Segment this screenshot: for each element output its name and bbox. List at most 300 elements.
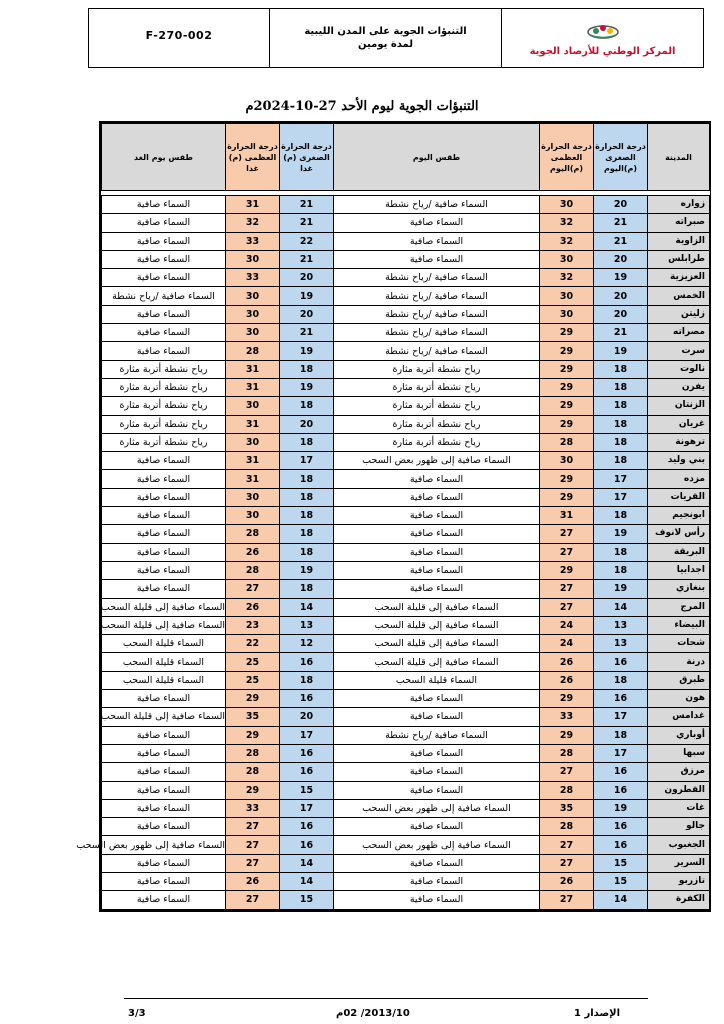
city-cell: سرت [648, 342, 710, 360]
min-temp-today-cell: 18 [594, 378, 648, 396]
weather-today-cell: السماء صافية إلى ظهور بعض السحب [334, 452, 540, 470]
doc-title-line2: لمدة يومين [358, 39, 413, 50]
weather-today-cell: السماء صافية [334, 708, 540, 726]
weather-today-cell: رياح نشطة أتربة مثارة [334, 360, 540, 378]
max-temp-tomorrow-cell: 29 [226, 781, 280, 799]
min-temp-today-cell: 18 [594, 452, 648, 470]
table-row [102, 763, 710, 781]
min-temp-today-cell: 20 [594, 250, 648, 268]
table-row [102, 818, 710, 836]
weather-tomorrow-cell: السماء صافية [102, 690, 226, 708]
max-temp-today-cell: 27 [540, 543, 594, 561]
weather-tomorrow-cell: السماء صافية [102, 799, 226, 817]
weather-today-cell: السماء صافية [334, 214, 540, 232]
city-cell: طرابلس [648, 250, 710, 268]
max-temp-today-cell: 24 [540, 635, 594, 653]
table-row [102, 781, 710, 799]
city-cell: طبرق [648, 671, 710, 689]
weather-today-cell: رياح نشطة أتربة مثارة [334, 397, 540, 415]
max-temp-tomorrow-cell: 33 [226, 232, 280, 250]
table-row [102, 653, 710, 671]
max-temp-tomorrow-cell: 27 [226, 836, 280, 854]
col-header-min-tomorrow: درجة الحرارة الصغرى (م) غدا [280, 124, 334, 191]
min-temp-tomorrow-cell: 17 [280, 452, 334, 470]
doc-title-line1: التنبؤات الجوية على المدن الليبية [304, 26, 467, 37]
max-temp-tomorrow-cell: 26 [226, 872, 280, 890]
max-temp-tomorrow-cell: 25 [226, 653, 280, 671]
weather-today-cell: السماء صافية /رياح نشطة [334, 342, 540, 360]
weather-tomorrow-cell: السماء صافية [102, 726, 226, 744]
max-temp-today-cell: 30 [540, 452, 594, 470]
weather-tomorrow-cell: السماء صافية [102, 488, 226, 506]
city-cell: البيضاء [648, 616, 710, 634]
city-cell: نالوت [648, 360, 710, 378]
min-temp-today-cell: 16 [594, 781, 648, 799]
weather-today-cell: السماء صافية [334, 470, 540, 488]
min-temp-today-cell: 16 [594, 836, 648, 854]
min-temp-tomorrow-cell: 18 [280, 525, 334, 543]
max-temp-tomorrow-cell: 28 [226, 561, 280, 579]
min-temp-today-cell: 17 [594, 470, 648, 488]
min-temp-tomorrow-cell: 16 [280, 818, 334, 836]
weather-tomorrow-cell: رياح نشطة أتربة مثارة [102, 433, 226, 451]
min-temp-today-cell: 19 [594, 525, 648, 543]
city-cell: الخمس [648, 287, 710, 305]
weather-today-cell: السماء صافية [334, 488, 540, 506]
city-cell: ابونجيم [648, 507, 710, 525]
max-temp-tomorrow-cell: 25 [226, 671, 280, 689]
max-temp-tomorrow-cell: 31 [226, 360, 280, 378]
max-temp-today-cell: 26 [540, 653, 594, 671]
footer-divider [124, 998, 648, 999]
weather-tomorrow-cell: السماء صافية إلى ظهور بعض السحب [102, 836, 226, 854]
col-header-city: المدينة [648, 124, 710, 191]
min-temp-today-cell: 18 [594, 433, 648, 451]
max-temp-tomorrow-cell: 30 [226, 507, 280, 525]
weather-today-cell: السماء صافية [334, 507, 540, 525]
weather-tomorrow-cell: السماء صافية [102, 232, 226, 250]
table-row [102, 324, 710, 342]
min-temp-today-cell: 19 [594, 269, 648, 287]
city-cell: القريات [648, 488, 710, 506]
weather-today-cell: السماء صافية [334, 781, 540, 799]
weather-tomorrow-cell: السماء صافية [102, 507, 226, 525]
max-temp-tomorrow-cell: 27 [226, 891, 280, 909]
weather-today-cell: السماء قليلة السحب [334, 671, 540, 689]
max-temp-tomorrow-cell: 30 [226, 305, 280, 323]
city-cell: رأس لانوف [648, 525, 710, 543]
min-temp-today-cell: 20 [594, 305, 648, 323]
max-temp-tomorrow-cell: 30 [226, 397, 280, 415]
max-temp-today-cell: 24 [540, 616, 594, 634]
city-cell: غريان [648, 415, 710, 433]
max-temp-tomorrow-cell: 31 [226, 415, 280, 433]
max-temp-today-cell: 29 [540, 342, 594, 360]
city-cell: بني وليد [648, 452, 710, 470]
min-temp-today-cell: 16 [594, 763, 648, 781]
weather-tomorrow-cell: السماء صافية إلى قليلة السحب [102, 598, 226, 616]
weather-today-cell: السماء صافية /رياح نشطة [334, 726, 540, 744]
max-temp-today-cell: 29 [540, 360, 594, 378]
city-cell: المرج [648, 598, 710, 616]
table-row [102, 799, 710, 817]
city-cell: مزده [648, 470, 710, 488]
weather-today-cell: السماء صافية [334, 854, 540, 872]
max-temp-today-cell: 29 [540, 378, 594, 396]
table-row [102, 543, 710, 561]
max-temp-tomorrow-cell: 31 [226, 470, 280, 488]
city-cell: غدامس [648, 708, 710, 726]
city-cell: زواره [648, 196, 710, 214]
weather-today-cell: السماء صافية إلى قليلة السحب [334, 616, 540, 634]
weather-today-cell: رياح نشطة أتربة مثارة [334, 378, 540, 396]
table-header-row [102, 124, 710, 191]
min-temp-tomorrow-cell: 20 [280, 415, 334, 433]
max-temp-tomorrow-cell: 30 [226, 250, 280, 268]
weather-tomorrow-cell: السماء صافية [102, 561, 226, 579]
max-temp-today-cell: 29 [540, 726, 594, 744]
min-temp-today-cell: 13 [594, 635, 648, 653]
forecast-table-body [76, 196, 710, 910]
max-temp-tomorrow-cell: 30 [226, 433, 280, 451]
table-row [102, 214, 710, 232]
max-temp-tomorrow-cell: 30 [226, 488, 280, 506]
table-row [102, 470, 710, 488]
min-temp-today-cell: 17 [594, 744, 648, 762]
min-temp-tomorrow-cell: 14 [280, 872, 334, 890]
form-code-cell [89, 9, 269, 67]
weather-tomorrow-cell: السماء قليلة السحب [102, 671, 226, 689]
org-logo-icon [585, 20, 621, 40]
table-row [102, 635, 710, 653]
weather-today-cell: السماء صافية إلى قليلة السحب [334, 635, 540, 653]
min-temp-today-cell: 18 [594, 360, 648, 378]
min-temp-today-cell: 15 [594, 872, 648, 890]
max-temp-today-cell: 29 [540, 415, 594, 433]
max-temp-tomorrow-cell: 26 [226, 543, 280, 561]
weather-tomorrow-cell: السماء صافية إلى قليلة السحب [102, 708, 226, 726]
min-temp-tomorrow-cell: 18 [280, 360, 334, 378]
weather-tomorrow-cell: السماء صافية [102, 269, 226, 287]
min-temp-today-cell: 17 [594, 488, 648, 506]
min-temp-tomorrow-cell: 19 [280, 287, 334, 305]
min-temp-tomorrow-cell: 19 [280, 378, 334, 396]
city-cell: درنة [648, 653, 710, 671]
max-temp-today-cell: 32 [540, 214, 594, 232]
max-temp-tomorrow-cell: 27 [226, 818, 280, 836]
max-temp-tomorrow-cell: 30 [226, 287, 280, 305]
min-temp-tomorrow-cell: 16 [280, 744, 334, 762]
weather-tomorrow-cell: السماء صافية [102, 580, 226, 598]
weather-today-cell: السماء صافية [334, 763, 540, 781]
min-temp-tomorrow-cell: 18 [280, 543, 334, 561]
max-temp-today-cell: 29 [540, 690, 594, 708]
min-temp-tomorrow-cell: 18 [280, 671, 334, 689]
max-temp-today-cell: 35 [540, 799, 594, 817]
weather-today-cell: السماء صافية /رياح نشطة [334, 324, 540, 342]
max-temp-today-cell: 32 [540, 232, 594, 250]
weather-tomorrow-cell: السماء صافية [102, 872, 226, 890]
table-row [102, 872, 710, 890]
min-temp-tomorrow-cell: 21 [280, 214, 334, 232]
min-temp-tomorrow-cell: 21 [280, 250, 334, 268]
max-temp-today-cell: 27 [540, 836, 594, 854]
city-cell: زليتن [648, 305, 710, 323]
table-row [102, 726, 710, 744]
min-temp-today-cell: 19 [594, 799, 648, 817]
city-cell: غات [648, 799, 710, 817]
weather-tomorrow-cell: السماء صافية [102, 891, 226, 909]
min-temp-tomorrow-cell: 18 [280, 488, 334, 506]
min-temp-today-cell: 16 [594, 653, 648, 671]
city-cell: الزاوية [648, 232, 710, 250]
table-row [102, 690, 710, 708]
max-temp-today-cell: 30 [540, 287, 594, 305]
weather-today-cell: السماء صافية [334, 250, 540, 268]
table-row [102, 507, 710, 525]
weather-today-cell: السماء صافية /رياح نشطة [334, 287, 540, 305]
min-temp-today-cell: 13 [594, 616, 648, 634]
col-header-max-today: درجة الحرارة العظمى (م)اليوم [540, 124, 594, 191]
table-row [102, 598, 710, 616]
weather-tomorrow-cell: السماء صافية [102, 763, 226, 781]
table-row [102, 415, 710, 433]
city-cell: سبها [648, 744, 710, 762]
min-temp-tomorrow-cell: 22 [280, 232, 334, 250]
min-temp-today-cell: 18 [594, 726, 648, 744]
table-row [102, 397, 710, 415]
weather-tomorrow-cell: رياح نشطة أتربة مثارة [102, 378, 226, 396]
max-temp-tomorrow-cell: 27 [226, 580, 280, 598]
table-row [102, 561, 710, 579]
weather-today-cell: السماء صافية [334, 580, 540, 598]
weather-today-cell: رياح نشطة أتربة مثارة [334, 433, 540, 451]
weather-today-cell: السماء صافية [334, 561, 540, 579]
max-temp-today-cell: 29 [540, 397, 594, 415]
table-row [102, 891, 710, 909]
org-cell [501, 9, 703, 67]
city-cell: الجغبوب [648, 836, 710, 854]
city-cell: العزيزية [648, 269, 710, 287]
min-temp-today-cell: 19 [594, 580, 648, 598]
weather-tomorrow-cell: السماء صافية [102, 305, 226, 323]
page-title: التنبؤات الجوية ليوم الأحد 27-10-2024م [245, 99, 479, 114]
table-row [102, 232, 710, 250]
min-temp-today-cell: 14 [594, 598, 648, 616]
weather-today-cell: السماء صافية [334, 543, 540, 561]
max-temp-tomorrow-cell: 28 [226, 342, 280, 360]
weather-tomorrow-cell: رياح نشطة أتربة مثارة [102, 415, 226, 433]
min-temp-tomorrow-cell: 20 [280, 269, 334, 287]
max-temp-today-cell: 30 [540, 250, 594, 268]
max-temp-tomorrow-cell: 26 [226, 598, 280, 616]
max-temp-today-cell: 26 [540, 872, 594, 890]
forecast-table-wrapper [76, 121, 711, 912]
weather-tomorrow-cell: السماء صافية [102, 324, 226, 342]
max-temp-today-cell: 27 [540, 891, 594, 909]
table-row [102, 671, 710, 689]
weather-today-cell: السماء صافية /رياح نشطة [334, 269, 540, 287]
min-temp-tomorrow-cell: 17 [280, 799, 334, 817]
max-temp-tomorrow-cell: 29 [226, 726, 280, 744]
weather-tomorrow-cell: السماء صافية [102, 781, 226, 799]
weather-today-cell: السماء صافية [334, 872, 540, 890]
weather-today-cell: السماء صافية إلى ظهور بعض السحب [334, 799, 540, 817]
city-cell: الكفرة [648, 891, 710, 909]
min-temp-today-cell: 18 [594, 543, 648, 561]
city-cell: ترهونة [648, 433, 710, 451]
table-row [102, 360, 710, 378]
weather-today-cell: السماء صافية [334, 818, 540, 836]
city-cell: أوباري [648, 726, 710, 744]
weather-today-cell: السماء صافية /رياح نشطة [334, 305, 540, 323]
min-temp-today-cell: 16 [594, 818, 648, 836]
min-temp-today-cell: 21 [594, 324, 648, 342]
city-cell: جالو [648, 818, 710, 836]
weather-tomorrow-cell: السماء قليلة السحب [102, 635, 226, 653]
min-temp-tomorrow-cell: 21 [280, 324, 334, 342]
city-cell: شحات [648, 635, 710, 653]
min-temp-tomorrow-cell: 15 [280, 781, 334, 799]
max-temp-today-cell: 33 [540, 708, 594, 726]
city-cell: بنغازي [648, 580, 710, 598]
max-temp-today-cell: 26 [540, 671, 594, 689]
col-header-weather-tomorrow: طقس يوم الغد [102, 124, 226, 191]
city-cell: الزنتان [648, 397, 710, 415]
max-temp-today-cell: 29 [540, 470, 594, 488]
weather-today-cell: السماء صافية [334, 744, 540, 762]
max-temp-today-cell: 27 [540, 763, 594, 781]
min-temp-tomorrow-cell: 18 [280, 433, 334, 451]
max-temp-tomorrow-cell: 31 [226, 452, 280, 470]
min-temp-tomorrow-cell: 18 [280, 397, 334, 415]
weather-today-cell: السماء صافية [334, 690, 540, 708]
max-temp-today-cell: 27 [540, 525, 594, 543]
max-temp-today-cell: 32 [540, 269, 594, 287]
weather-today-cell: السماء صافية إلى قليلة السحب [334, 653, 540, 671]
min-temp-tomorrow-cell: 18 [280, 507, 334, 525]
min-temp-today-cell: 18 [594, 415, 648, 433]
footer-edition: الإصدار 1 [574, 1008, 620, 1019]
weather-tomorrow-cell: السماء قليلة السحب [102, 653, 226, 671]
max-temp-today-cell: 29 [540, 324, 594, 342]
min-temp-tomorrow-cell: 14 [280, 854, 334, 872]
table-row [102, 196, 710, 214]
footer-date: 2013/10/ 02م [336, 1008, 410, 1019]
min-temp-tomorrow-cell: 17 [280, 726, 334, 744]
table-row [102, 378, 710, 396]
min-temp-tomorrow-cell: 12 [280, 635, 334, 653]
min-temp-today-cell: 18 [594, 397, 648, 415]
min-temp-today-cell: 15 [594, 854, 648, 872]
min-temp-today-cell: 20 [594, 287, 648, 305]
max-temp-today-cell: 28 [540, 744, 594, 762]
weather-tomorrow-cell: السماء صافية [102, 818, 226, 836]
weather-tomorrow-cell: رياح نشطة أتربة مثارة [102, 360, 226, 378]
min-temp-tomorrow-cell: 13 [280, 616, 334, 634]
max-temp-tomorrow-cell: 28 [226, 744, 280, 762]
org-name: المركز الوطني للأرصاد الجوية [529, 45, 676, 57]
footer-page-number: 3/3 [128, 1008, 146, 1019]
table-row [102, 250, 710, 268]
max-temp-today-cell: 27 [540, 598, 594, 616]
min-temp-tomorrow-cell: 21 [280, 196, 334, 214]
max-temp-today-cell: 31 [540, 507, 594, 525]
weather-tomorrow-cell: السماء صافية [102, 525, 226, 543]
col-header-min-today: درجة الحرارة الصغرى (م)اليوم [594, 124, 648, 191]
max-temp-today-cell: 28 [540, 433, 594, 451]
city-cell: مصراته [648, 324, 710, 342]
weather-today-cell: السماء صافية إلى ظهور بعض السحب [334, 836, 540, 854]
weather-tomorrow-cell: السماء صافية /رياح نشطة [102, 287, 226, 305]
min-temp-today-cell: 18 [594, 671, 648, 689]
table-row [102, 744, 710, 762]
max-temp-tomorrow-cell: 33 [226, 269, 280, 287]
city-cell: تازربو [648, 872, 710, 890]
min-temp-tomorrow-cell: 19 [280, 561, 334, 579]
weather-today-cell: السماء صافية [334, 232, 540, 250]
table-row [102, 854, 710, 872]
max-temp-tomorrow-cell: 23 [226, 616, 280, 634]
max-temp-today-cell: 28 [540, 818, 594, 836]
weather-tomorrow-cell: السماء صافية [102, 452, 226, 470]
weather-today-cell: السماء صافية [334, 891, 540, 909]
min-temp-today-cell: 18 [594, 561, 648, 579]
weather-tomorrow-cell: رياح نشطة أتربة مثارة [102, 397, 226, 415]
min-temp-tomorrow-cell: 16 [280, 836, 334, 854]
doc-title-cell [269, 9, 501, 67]
table-row [102, 342, 710, 360]
min-temp-today-cell: 21 [594, 214, 648, 232]
city-cell: يفرن [648, 378, 710, 396]
weather-tomorrow-cell: السماء صافية [102, 470, 226, 488]
min-temp-tomorrow-cell: 16 [280, 690, 334, 708]
max-temp-tomorrow-cell: 22 [226, 635, 280, 653]
max-temp-today-cell: 27 [540, 854, 594, 872]
table-row [102, 269, 710, 287]
forecast-table [76, 123, 710, 910]
max-temp-today-cell: 28 [540, 781, 594, 799]
col-header-weather-today: طقس اليوم [334, 124, 540, 191]
city-cell: البريقة [648, 543, 710, 561]
weather-tomorrow-cell: السماء صافية [102, 543, 226, 561]
max-temp-tomorrow-cell: 31 [226, 196, 280, 214]
weather-tomorrow-cell: السماء صافية [102, 196, 226, 214]
weather-tomorrow-cell: السماء صافية [102, 854, 226, 872]
max-temp-tomorrow-cell: 32 [226, 214, 280, 232]
table-row [102, 287, 710, 305]
table-row [102, 708, 710, 726]
min-temp-today-cell: 14 [594, 891, 648, 909]
min-temp-today-cell: 20 [594, 196, 648, 214]
min-temp-today-cell: 18 [594, 507, 648, 525]
min-temp-tomorrow-cell: 18 [280, 580, 334, 598]
weather-tomorrow-cell: السماء صافية [102, 214, 226, 232]
max-temp-tomorrow-cell: 35 [226, 708, 280, 726]
max-temp-tomorrow-cell: 28 [226, 763, 280, 781]
city-cell: هون [648, 690, 710, 708]
weather-tomorrow-cell: السماء صافية [102, 744, 226, 762]
weather-today-cell: السماء صافية [334, 525, 540, 543]
city-cell: مرزق [648, 763, 710, 781]
city-cell: صبراته [648, 214, 710, 232]
table-row [102, 580, 710, 598]
table-row [102, 488, 710, 506]
max-temp-today-cell: 30 [540, 196, 594, 214]
min-temp-tomorrow-cell: 19 [280, 342, 334, 360]
table-row [102, 452, 710, 470]
min-temp-tomorrow-cell: 16 [280, 653, 334, 671]
